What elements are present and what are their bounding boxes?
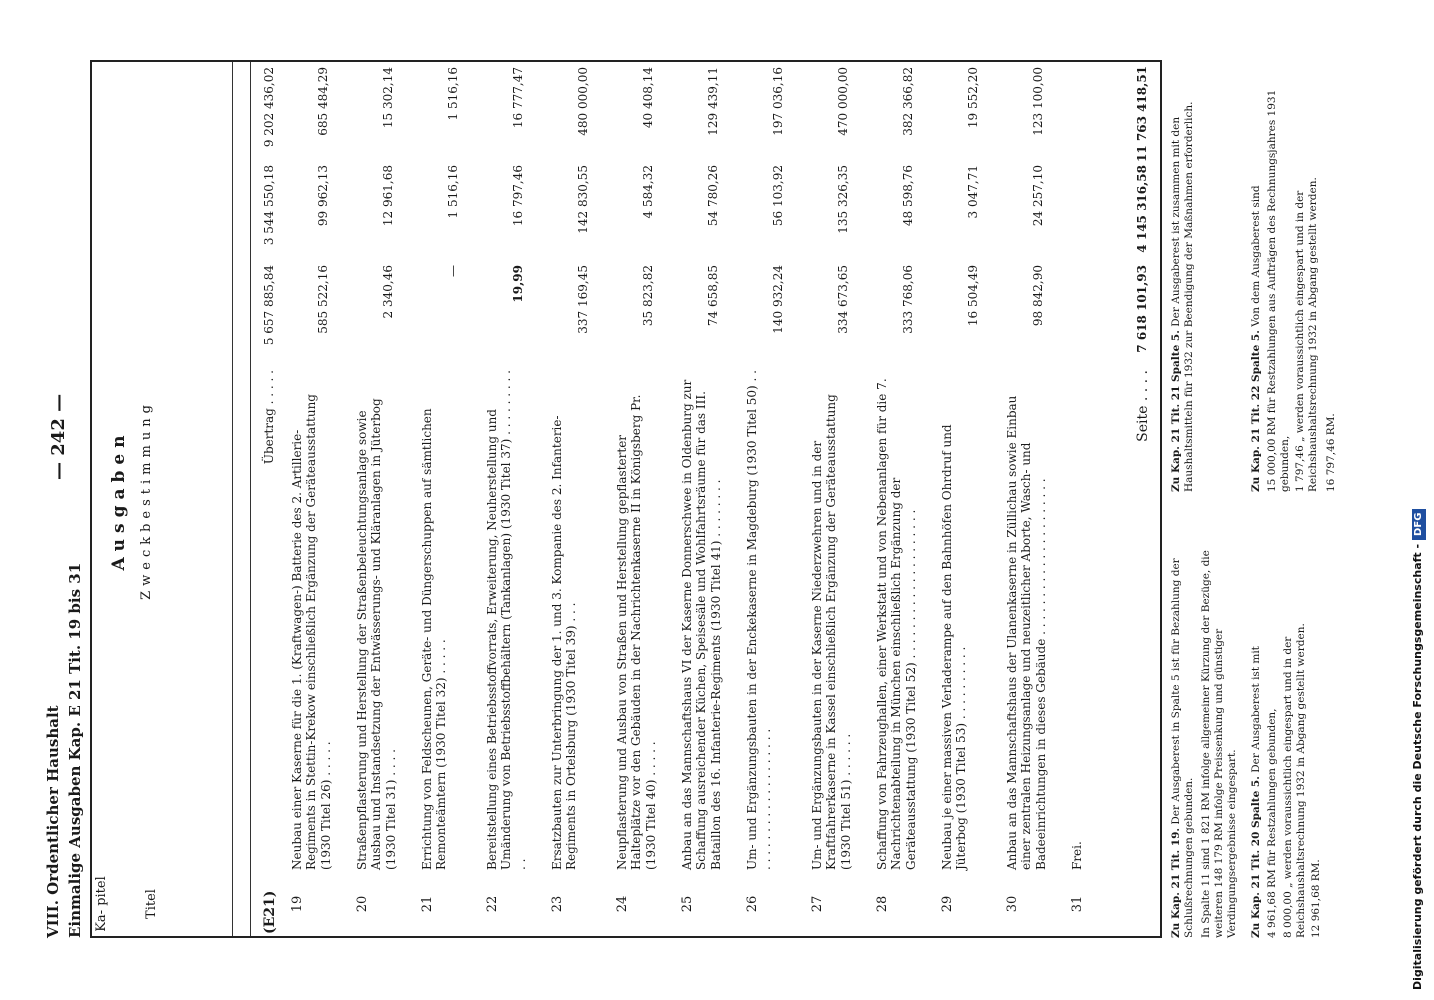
row-c6: 480 000,00	[576, 67, 590, 136]
row-titel: 30	[1005, 895, 1020, 913]
uebertrag-col4: 5 657 885,84	[262, 265, 276, 346]
digitization-credit	[1405, 10, 1431, 990]
header-bottom-rule	[232, 62, 233, 938]
row-titel: 19	[290, 895, 305, 913]
col-header-zweck: Zweckbestimmung	[139, 400, 154, 600]
row-titel: 26	[745, 895, 760, 913]
footnote-tit22-line2: 1 797,46 „ werden voraussichtlich eingespart und in der Reichshaushaltsrechnung 1932 in Abgang gestellt werden.	[1294, 177, 1320, 492]
row-c6: 470 000,00	[836, 67, 850, 136]
row-c5: 12 961,68	[381, 165, 395, 227]
footnote-tit22	[1250, 62, 1263, 492]
row-zweckbestimmung: Neupflasterung und Ausbau von Straßen und Herstellung gepflasterter Halteplätze vor den Gebäuden in der Nachrichtenkaserne II in Königsberg Pr. (1930 Titel 40) . . . . .	[615, 394, 658, 870]
row-c4: 35 823,82	[641, 265, 655, 327]
row-c5: 1 516,16	[446, 165, 460, 219]
col-header-titel: Titel	[144, 889, 159, 919]
table-bottom-rule	[1160, 62, 1162, 938]
row-c4: 2 340,46	[381, 265, 395, 319]
row-titel: 20	[355, 895, 370, 913]
row-zweckbestimmung: Um- und Ergänzungsbauten in der Enckekaserne in Magdeburg (1930 Titel 50) . . . . . . . . . . . . . . . . . . . . .	[745, 370, 774, 870]
row-c5: 16 797,46	[511, 165, 525, 227]
footnote-tit20-head: Zu Kap. 21 Tit. 20 Spalte 5.	[1250, 776, 1262, 938]
row-zweckbestimmung: Neubau einer Kaserne für die 1. (Kraftwagen-) Batterie des 2. Artillerie-Regiments in Stettin-Krekow einschließlich Ergänzung der Geräteausstattung (1930 Titel 26) . . . . .	[290, 394, 333, 870]
row-c4: 334 673,65	[836, 265, 850, 334]
page-number: — 242 —	[48, 393, 69, 480]
row-c6: 685 484,29	[316, 67, 330, 136]
row-c4: 98 842,90	[1031, 265, 1045, 327]
footnote-tit21	[1170, 62, 1196, 492]
row-c4: 337 169,45	[576, 265, 590, 334]
footnote-tit20	[1250, 508, 1263, 938]
row-titel: 21	[420, 895, 435, 913]
section-title: VIII. Ordentlicher Haushalt	[44, 705, 62, 938]
row-c6: 19 552,20	[966, 67, 980, 129]
row-zweckbestimmung: Neubau je einer massiven Verladerampe auf den Bahnhöfen Ohrdruf und Jüterbog (1930 Titel 53) . . . . . . . . . .	[940, 424, 969, 870]
footnote-tit19-text2: In Spalte 11 sind 1 821 RM infolge allgemeiner Kürzung der Bezüge, die weiteren 148 179 RM infolge Preissenkung und günstiger Verdingungsergebnisse eingespart.	[1200, 550, 1239, 938]
row-zweckbestimmung: Bereitstellung eines Betriebsstoffvorrats, Erweiterung, Neuherstellung und Umänderung von Betriebsstoffbehältern (Tankanlagen) (1930 Titel 37) . . . . . . . . . . .	[485, 370, 528, 870]
dfg-logo: DFG	[1412, 509, 1426, 540]
row-c4: 19,99	[511, 265, 525, 303]
row-zweckbestimmung: Um- und Ergänzungsbauten in der Kaserne Niederzwehren und in der Kraftfahrerkaserne in Kassel einschließlich Ergänzung der Geräteausstattung (1930 Titel 51) . . . . . .	[810, 394, 853, 870]
row-c4: 16 504,49	[966, 265, 980, 327]
row-c5: 3 047,71	[966, 165, 980, 219]
row-zweckbestimmung: Anbau an das Mannschaftshaus der Ulanenkaserne in Züllichau sowie Einbau einer zentralen Heizungsanlage und neuzeitlicher Aborte, Wasch- und Badeeinrichtungen in dieses Gebäude . . . . . . . . . . . . . . . . . . . . .	[1005, 395, 1048, 870]
row-c6: 16 777,47	[511, 67, 525, 129]
row-zweckbestimmung: Ersatzbauten zur Unterbringung der 1. und 3. Kompanie des 2. Infanterie-Regiments in Ortelsburg (1930 Titel 39) . . .	[550, 415, 579, 870]
kapitel-label: (E21)	[262, 890, 278, 934]
seite-col4: 7 618 101,93	[1135, 265, 1149, 353]
row-c5: 24 257,10	[1031, 165, 1045, 227]
row-c6: 382 366,82	[901, 67, 915, 136]
footnote-tit20-text: Der Ausgaberest ist mit	[1250, 646, 1262, 773]
col-sep-right	[90, 60, 1162, 62]
row-c6: 197 036,16	[771, 67, 785, 136]
uebertrag-col6: 9 202 436,02	[262, 67, 276, 148]
row-c6: 40 408,14	[641, 67, 655, 129]
uebertrag-label: Übertrag . . . . .	[262, 370, 276, 465]
seite-label: Seite . . . .	[1135, 370, 1151, 442]
row-zweckbestimmung: Anbau an das Mannschaftshaus VI der Kaserne Donnerschwee in Oldenburg zur Schaffung ausreichender Küchen, Speisesäle und Wohlfahrtsräume für das III. Bataillon des 16. Infanterie-Regiments (1930 Titel 41) . . . . . . . .	[680, 379, 723, 870]
credit-text: Digitalisierung gefördert durch die Deutsche Forschungsgemeinschaft -	[1411, 543, 1424, 990]
row-c4: 74 658,85	[706, 265, 720, 327]
col-sep-left	[90, 936, 1162, 938]
footnote-tit20-total: 12 961,68 RM.	[1310, 859, 1322, 938]
row-c6: 15 302,14	[381, 67, 395, 129]
row-c5: 56 103,92	[771, 165, 785, 227]
footnote-tit22-text: Von dem Ausgaberest sind	[1250, 185, 1262, 327]
footnote-tit20-line2: 8 000,00 „ werden voraussichtlich eingespart und in der Reichshaushaltsrechnung 1932 in Abgang gestellt werden.	[1282, 623, 1308, 938]
footnote-tit22-head: Zu Kap. 21 Tit. 22 Spalte 5.	[1250, 330, 1262, 492]
footnote-tit22-line1: 15 000,00 RM für Restzahlungen aus Aufträgen des Rechnungsjahres 1931 gebunden,	[1266, 89, 1292, 492]
footnote-tit19-text: Der Ausgaberest in Spalte 5 ist für Bezahlung der Schlußrechnungen gebunden.	[1170, 558, 1196, 938]
row-c4: 333 768,06	[901, 265, 915, 334]
col-header-ausgaben: Ausgaben	[109, 429, 129, 571]
row-zweckbestimmung: Straßenpflasterung und Herstellung der Straßenbeleuchtungsanlage sowie Ausbau und Instandsetzung der Entwässerungs- und Kläranlagen in Jüterbog (1930 Titel 31) . . . .	[355, 398, 398, 870]
row-zweckbestimmung: Frei.	[1070, 841, 1084, 870]
row-c6: 129 439,11	[706, 67, 720, 136]
digitization-credit-text	[1405, 10, 1431, 990]
footnote-tit19-head: Zu Kap. 21 Tit. 19.	[1170, 827, 1182, 938]
table-top-rule	[90, 62, 92, 938]
row-titel: 31	[1070, 895, 1085, 913]
row-c4: —	[446, 265, 460, 277]
row-zweckbestimmung: Errichtung von Feldscheunen, Geräte- und Düngerschuppen auf sämtlichen Remonteämtern (1930 Titel 32) . . . . .	[420, 408, 449, 870]
row-c4: 140 932,24	[771, 265, 785, 334]
footnote-tit19	[1170, 508, 1196, 938]
footnote-tit21-head: Zu Kap. 21 Tit. 21 Spalte 5.	[1170, 330, 1182, 492]
row-titel: 24	[615, 895, 630, 913]
row-c6: 1 516,16	[446, 67, 460, 121]
row-c5: 135 326,35	[836, 165, 850, 234]
row-titel: 23	[550, 895, 565, 913]
row-titel: 27	[810, 895, 825, 913]
colnum-rule	[250, 62, 251, 938]
row-c5: 4 584,32	[641, 165, 655, 219]
row-zweckbestimmung: Schaffung von Fahrzeughallen, einer Werkstatt und von Nebenanlagen für die 7. Nachrichtenabteilung in München einschließlich Ergänzung der Geräteausstattung (1930 Titel 52) . . . . . . . . . . . . . . . . . . . .	[875, 378, 918, 870]
row-c4: 585 522,16	[316, 265, 330, 334]
row-c5: 48 598,76	[901, 165, 915, 227]
uebertrag-col5: 3 544 550,18	[262, 165, 276, 246]
seite-col6: 11 763 418,51	[1135, 65, 1149, 162]
row-titel: 25	[680, 895, 695, 913]
row-c5: 142 830,55	[576, 165, 590, 234]
row-c6: 123 100,00	[1031, 67, 1045, 136]
subsection-title: Einmalige Ausgaben Kap. E 21 Tit. 19 bis 31	[66, 562, 84, 938]
col-header-kapitel: Ka- pitel	[94, 876, 109, 932]
seite-col5: 4 145 316,58	[1135, 165, 1149, 253]
footnote-tit20-line1: 4 961,68 RM für Restzahlungen gebunden,	[1266, 708, 1278, 938]
row-titel: 29	[940, 895, 955, 913]
row-titel: 22	[485, 895, 500, 913]
row-titel: 28	[875, 895, 890, 913]
footnote-tit22-total: 16 797,46 RM.	[1325, 413, 1337, 492]
row-c5: 99 962,13	[316, 165, 330, 227]
footnote-tit21-text: Der Ausgaberest ist zusammen mit den Haushaltsmitteln für 1932 zur Beendigung der Maßnahmen erforderlich.	[1170, 101, 1196, 492]
row-c5: 54 780,26	[706, 165, 720, 227]
